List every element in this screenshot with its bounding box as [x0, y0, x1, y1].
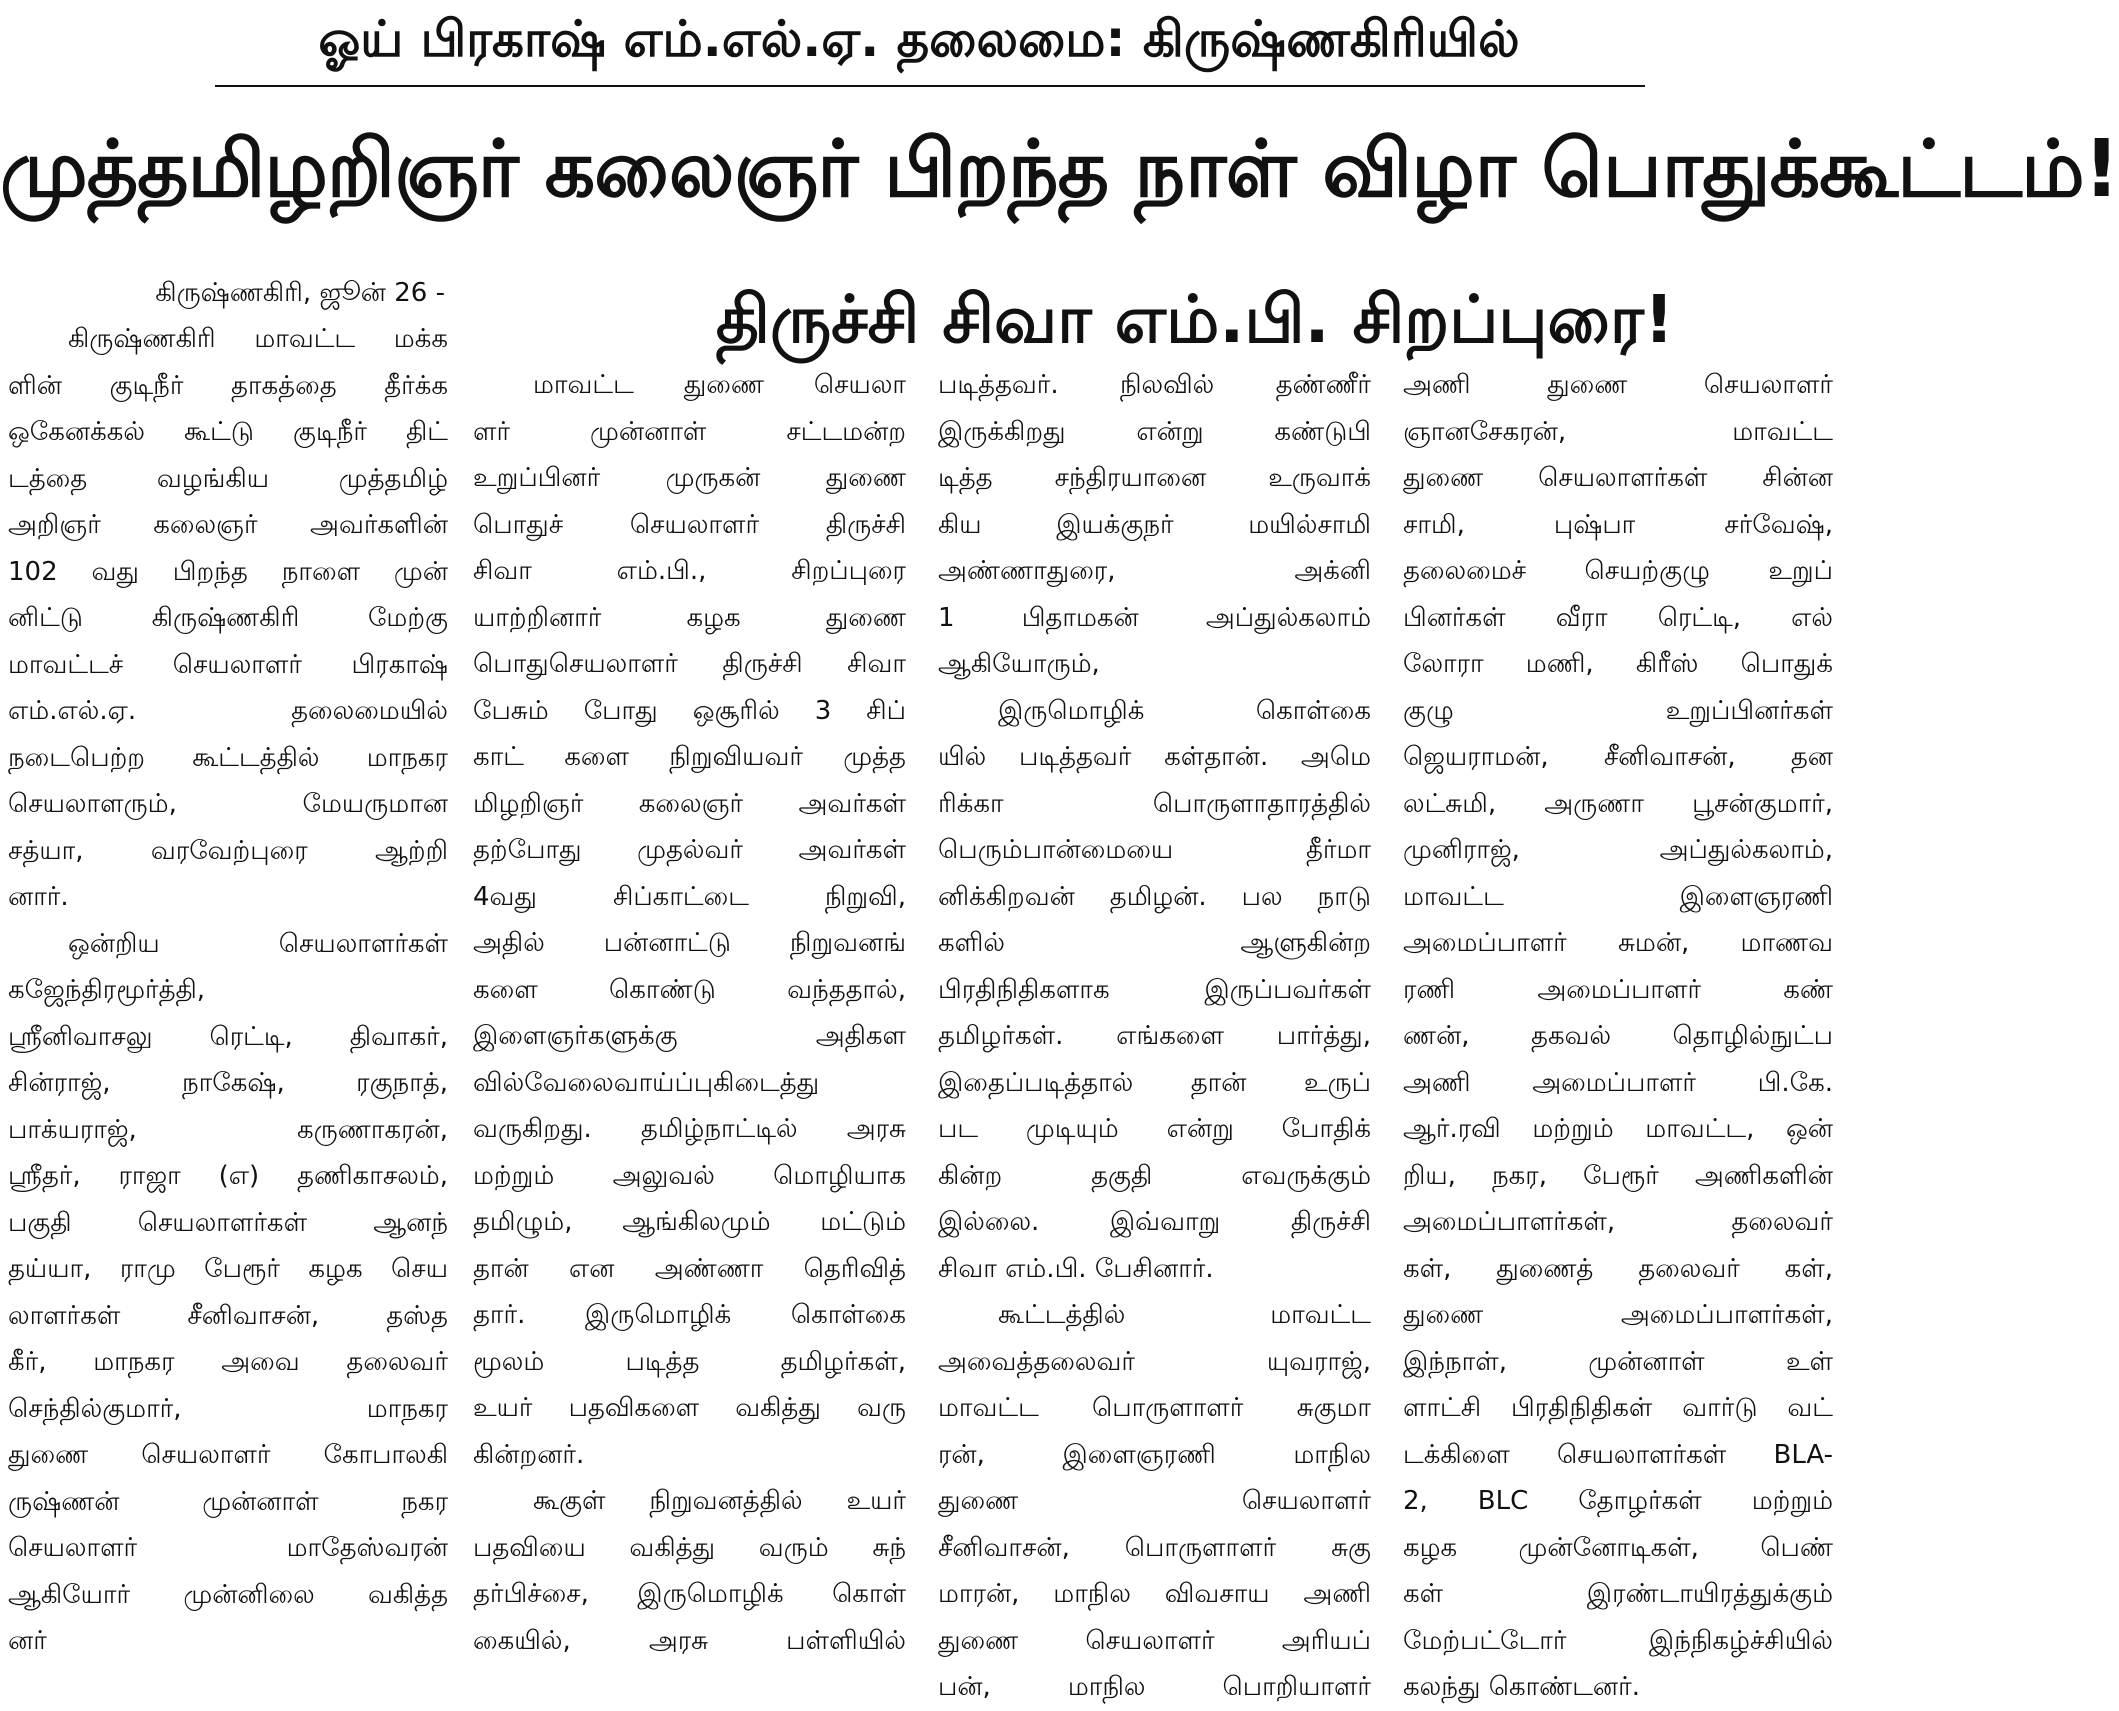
text-line: பேசும் போது ஒசூரில் 3 சிப்	[473, 695, 906, 726]
text-line: செயலாளர் மாதேஸ்வரன்	[8, 1533, 448, 1563]
article-column-3	[938, 362, 1371, 1702]
text-line: தலைமைச் செயற்குழு உறுப்	[1403, 556, 1833, 586]
dateline: கிருஷ்ணகிரி, ஜூன் 26 -	[155, 278, 445, 308]
text-line: இளைஞர்களுக்கு அதிகள	[473, 1021, 906, 1051]
text-line: டத்தை வழங்கிய முத்தமிழ்	[8, 463, 448, 494]
text-line: ளர் முன்னாள் சட்டமன்ற	[473, 416, 906, 447]
text-line: சீனிவாசன், பொருளாளர் சுகு	[938, 1532, 1371, 1563]
text-line: ஸ்ரீதர், ராஜா (எ) தணிகாசலம்,	[8, 1161, 448, 1191]
text-line: தான் என அண்ணா தெரிவித்	[473, 1253, 906, 1284]
text-line: னிக்கிறவன் தமிழன். பல நாடு	[938, 881, 1371, 912]
text-line: கழக முன்னோடிகள், பெண்	[1403, 1532, 1833, 1563]
text-line: பிரதிநிதிகளாக இருப்பவர்கள்	[938, 974, 1371, 1005]
text-line: ஒன்றிய செயலாளர்கள்	[68, 928, 448, 959]
text-line: தார். இருமொழிக் கொள்கை	[473, 1300, 906, 1330]
text-line: லட்சுமி, அருணா பூசன்குமார்,	[1403, 788, 1833, 819]
text-line: இதைப்படித்தால் தான் உருப்	[938, 1067, 1371, 1098]
text-line: அணி அமைப்பாளர் பி.கே.	[1403, 1067, 1833, 1098]
text-line: பகுதி செயலாளர்கள் ஆனந்	[8, 1207, 448, 1238]
text-line: யில் படித்தவர் கள்தான். அமெ	[938, 742, 1371, 772]
text-line: கள் இரண்டாயிரத்துக்கும்	[1403, 1579, 1833, 1609]
text-line: பதவியை வகித்து வரும் சுந்	[473, 1532, 906, 1563]
text-line: ஒகேனக்கல் கூட்டு குடிநீர் திட்	[8, 417, 448, 447]
text-line: 4வது சிப்காட்டை நிறுவி,	[473, 881, 906, 912]
article-column-2	[473, 362, 906, 1662]
text-line: மாரன், மாநில விவசாய அணி	[938, 1579, 1371, 1609]
text-line: சின்ராஜ், நாகேஷ், ரகுநாத்,	[8, 1068, 448, 1098]
text-line: அறிஞர் கலைஞர் அவர்களின்	[8, 510, 448, 540]
text-line: கள், துணைத் தலைவர் கள்,	[1403, 1253, 1833, 1284]
text-line: 1 பிதாமகன் அப்துல்கலாம்	[938, 602, 1371, 633]
text-line: களை கொண்டு வந்ததால்,	[473, 974, 906, 1005]
text-line: ஸ்ரீனிவாசலு ரெட்டி, திவாகர்,	[8, 1021, 448, 1052]
text-line: மாவட்ட துணை செயலா	[533, 370, 906, 400]
text-line: பினர்கள் வீரா ரெட்டி, எல்	[1403, 602, 1833, 633]
kicker-headline: ஓய் பிரகாஷ் எம்.எல்.ஏ. தலைமை: கிருஷ்ணகிரியில்	[318, 10, 1520, 68]
text-line: அணி துணை செயலாளர்	[1403, 370, 1833, 400]
text-line: னார்.	[8, 882, 69, 912]
text-line: கீர், மாநகர அவை தலைவர்	[8, 1347, 448, 1377]
text-line: துணை செயலாளர்	[938, 1486, 1371, 1516]
text-line: துணை அமைப்பாளர்கள்,	[1403, 1300, 1833, 1330]
text-line: லோரா மணி, கிரீஸ் பொதுக்	[1403, 649, 1833, 679]
text-line: யாற்றினார் கழக துணை	[473, 602, 906, 633]
text-line: மற்றும் அலுவல் மொழியாக	[473, 1160, 906, 1191]
text-line: காட் களை நிறுவியவர் முத்த	[473, 742, 906, 772]
text-line: செயலாளரும், மேயருமான	[8, 789, 448, 819]
text-line: தர்பிச்சை, இருமொழிக் கொள்	[473, 1579, 906, 1609]
text-line: மாவட்ட பொருளாளர் சுகுமா	[938, 1393, 1371, 1423]
main-headline: முத்தமிழறிஞர் கலைஞர் பிறந்த நாள் விழா பொதுக்கூட்டம்!	[0, 123, 2119, 215]
text-line: ணன், தகவல் தொழில்நுட்ப	[1403, 1021, 1833, 1051]
text-line: சாமி, புஷ்பா சர்வேஷ்,	[1403, 509, 1833, 540]
text-line: முனிராஜ், அப்துல்கலாம்,	[1403, 835, 1833, 865]
text-line: லாளர்கள் சீனிவாசன், தஸ்த	[8, 1300, 448, 1331]
text-line: சத்யா, வரவேற்புரை ஆற்றி	[8, 835, 448, 866]
text-line: சிவா எம்.பி. பேசினார்.	[938, 1253, 1214, 1284]
text-line: துணை செயலாளர்கள் சின்ன	[1403, 463, 1833, 493]
text-line: துணை செயலாளர் அரியப்	[938, 1625, 1371, 1656]
text-line: நடைபெற்ற கூட்டத்தில் மாநகர	[8, 742, 448, 773]
text-line: கின்ற தகுதி எவருக்கும்	[938, 1160, 1371, 1191]
text-line: கூகுள் நிறுவனத்தில் உயர்	[533, 1486, 906, 1516]
text-line: ரணி அமைப்பாளர் கண்	[1403, 974, 1833, 1005]
text-line: மூலம் படித்த தமிழர்கள்,	[473, 1346, 906, 1377]
text-line: ருஷ்ணன் முன்னாள் நகர	[8, 1486, 448, 1517]
text-line: கின்றனர்.	[473, 1439, 585, 1470]
text-line: அமைப்பாளர்கள், தலைவர்	[1403, 1207, 1833, 1237]
text-line: டித்த சந்திரயானை உருவாக்	[938, 463, 1371, 493]
text-line: ளின் குடிநீர் தாகத்தை தீர்க்க	[8, 370, 448, 401]
text-line: வில்வேலைவாய்ப்புகிடைத்து	[473, 1067, 820, 1098]
text-line: துணை செயலாளர் கோபாலகி	[8, 1440, 448, 1470]
text-line: ரிக்கா பொருளாதாரத்தில்	[938, 788, 1371, 819]
text-line: அமைப்பாளர் சுமன், மாணவ	[1403, 928, 1833, 958]
text-line: மிழறிஞர் கலைஞர் அவர்கள்	[473, 788, 906, 819]
text-line: தற்போது முதல்வர் அவர்கள்	[473, 835, 906, 865]
text-line: இருக்கிறது என்று கண்டுபி	[938, 416, 1371, 447]
text-line: களில் ஆளுகின்ற	[938, 928, 1371, 958]
text-line: ரன், இளைஞரணி மாநில	[938, 1439, 1371, 1470]
text-line: உயர் பதவிகளை வகித்து வரு	[473, 1393, 906, 1423]
text-line: இருமொழிக் கொள்கை	[998, 695, 1371, 726]
text-line: தமிழும், ஆங்கிலமும் மட்டும்	[473, 1207, 906, 1237]
text-line: எம்.எல்.ஏ. தலைமையில்	[8, 696, 448, 726]
text-line: மாவட்ட இளைஞரணி	[1403, 881, 1833, 912]
text-line: படித்தவர். நிலவில் தண்ணீர்	[938, 370, 1371, 400]
text-line: பாக்யராஜ், கருணாகரன்,	[8, 1114, 448, 1145]
text-line: மாவட்டச் செயலாளர் பிரகாஷ்	[8, 649, 448, 680]
text-line: அண்ணாதுரை, அக்னி	[938, 556, 1371, 586]
text-line: தமிழர்கள். எங்களை பார்த்து,	[938, 1021, 1371, 1051]
text-line: உறுப்பினர் முருகன் துணை	[473, 463, 906, 493]
text-line: பன், மாநில பொறியாளர்	[938, 1672, 1371, 1702]
text-line: மேற்பட்டோர் இந்நிகழ்ச்சியில்	[1403, 1625, 1833, 1656]
text-line: அவைத்தலைவர் யுவராஜ்,	[938, 1346, 1371, 1377]
text-line: வருகிறது. தமிழ்நாட்டில் அரசு	[473, 1114, 906, 1144]
text-line: பட முடியும் என்று போதிக்	[938, 1114, 1371, 1144]
text-line: இந்நாள், முன்னாள் உள்	[1403, 1346, 1833, 1377]
text-line: செந்தில்குமார், மாநகர	[8, 1393, 448, 1424]
text-line: சிவா எம்.பி., சிறப்புரை	[473, 556, 906, 586]
text-line: கிய இயக்குநர் மயில்சாமி	[938, 509, 1371, 540]
article-column-4	[1403, 362, 1833, 1702]
text-line: ஆகியோரும்,	[938, 649, 1100, 679]
text-line: 102 வது பிறந்த நாளை முன்	[8, 556, 448, 587]
text-line: கூட்டத்தில் மாவட்ட	[998, 1300, 1371, 1330]
text-line: இல்லை. இவ்வாறு திருச்சி	[938, 1207, 1371, 1237]
article-column-1	[8, 316, 448, 1656]
text-line: 2, BLC தோழர்கள் மற்றும்	[1403, 1486, 1833, 1516]
text-line: கிருஷ்ணகிரி மாவட்ட மக்க	[68, 324, 448, 354]
sub-headline: திருச்சி சிவா எம்.பி. சிறப்புரை!	[715, 281, 1675, 358]
text-line: னிட்டு கிருஷ்ணகிரி மேற்கு	[8, 603, 448, 633]
text-line: ளாட்சி பிரதிநிதிகள் வார்டு வட்	[1403, 1393, 1833, 1423]
kicker-rule	[215, 85, 1645, 87]
text-line: ஞானசேகரன், மாவட்ட	[1403, 416, 1833, 447]
text-line: டக்கிளை செயலாளர்கள் BLA-	[1403, 1439, 1833, 1470]
text-line: அதில் பன்னாட்டு நிறுவனங்	[473, 928, 906, 958]
text-line: பொதுசெயலாளர் திருச்சி சிவா	[473, 649, 906, 679]
text-line: தய்யா, ராமு பேரூர் கழக செய	[8, 1254, 448, 1284]
text-line: னர்	[8, 1626, 47, 1656]
text-line: ஆகியோர் முன்னிலை வகித்த	[8, 1579, 448, 1610]
text-line: பெரும்பான்மையை தீர்மா	[938, 835, 1371, 865]
text-line: றிய, நகர, பேரூர் அணிகளின்	[1403, 1160, 1833, 1191]
text-line: கலந்து கொண்டனர்.	[1403, 1672, 1640, 1702]
text-line: கையில், அரசு பள்ளியில்	[473, 1625, 906, 1656]
text-line: குழு உறுப்பினர்கள்	[1403, 695, 1833, 726]
text-line: பொதுச் செயலாளர் திருச்சி	[473, 509, 906, 540]
text-line: ஆர்.ரவி மற்றும் மாவட்ட, ஒன்	[1403, 1114, 1833, 1144]
text-line: கஜேந்திரமூர்த்தி,	[8, 975, 206, 1005]
text-line: ஜெயராமன், சீனிவாசன், தன	[1403, 742, 1833, 772]
